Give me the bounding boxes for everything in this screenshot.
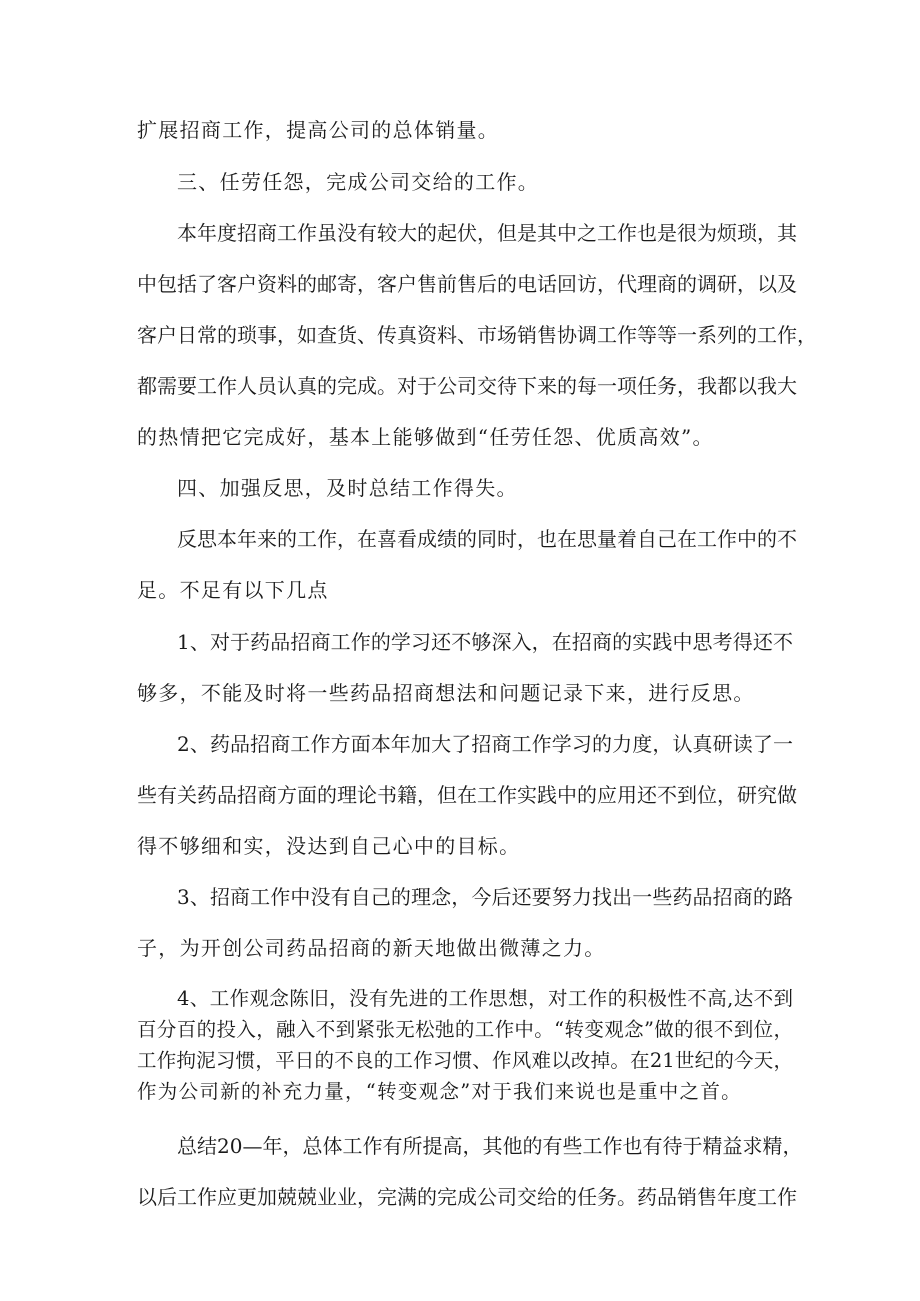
text-line: 反思本年来的工作，在喜看成绩的同时，也在思量着自己在工作中的不 (177, 527, 797, 551)
section-heading: 四、加强反思，及时总结工作得失。 (177, 476, 518, 500)
text-line: 够多，不能及时将一些药品招商想法和问题记录下来，进行反思。 (137, 681, 755, 705)
list-item-2: 2、药品招商工作方面本年加大了招商工作学习的力度，认真研读了一 (177, 732, 793, 756)
text-line: 扩展招商工作，提高公司的总体销量。 (137, 118, 500, 142)
section-heading: 三、任劳任怨，完成公司交给的工作。 (177, 170, 540, 194)
list-item-3: 3、招商工作中没有自己的理念，今后还要努力找出一些药品招商的路 (177, 885, 793, 909)
text-line: 都需要工作人员认真的完成。对于公司交待下来的每一项任务，我都以我大 (137, 374, 797, 398)
list-item-1: 1、对于药品招商工作的学习还不够深入，在招商的实践中思考得还不 (177, 630, 793, 654)
text-line: 的热情把它完成好，基本上能够做到“任劳任怨、优质高效”。 (137, 425, 714, 449)
text-line: 中包括了客户资料的邮寄，客户售前售后的电话回访，代理商的调研，以及 (137, 272, 797, 296)
text-line: 足。不足有以下几点 (137, 578, 329, 602)
text-line: 得不够细和实，没达到自己心中的目标。 (137, 834, 521, 858)
text-line: 客户日常的琐事，如查货、传真资料、市场销售协调工作等等一系列的工作， (137, 323, 817, 347)
text-line: 本年度招商工作虽没有较大的起伏，但是其中之工作也是很为烦琐，其 (177, 221, 797, 245)
text-line: 些有关药品招商方面的理论书籍，但在工作实践中的应用还不到位，研究做 (137, 783, 797, 807)
text-line: 作为公司新的补充力量，“转变观念”对于我们来说也是重中之首。 (137, 1080, 742, 1103)
list-item-4: 4、工作观念陈旧，没有先进的工作思想，对工作的积极性不高,达不到 (177, 987, 793, 1010)
text-line: 以后工作应更加兢兢业业，完满的完成公司交给的任务。药品销售年度工作 (137, 1185, 797, 1209)
text-line: 工作拘泥习惯，平日的不良的工作习惯、作风难以改掉。在21世纪的今天， (137, 1049, 793, 1072)
text-line: 百分百的投入，融入不到紧张无松弛的工作中。“转变观念”做的很不到位， (137, 1018, 793, 1041)
summary-line: 总结20—年，总体工作有所提高，其他的有些工作也有待于精益求精， (177, 1134, 803, 1158)
text-line: 子，为开创公司药品招商的新天地做出微薄之力。 (137, 936, 606, 960)
